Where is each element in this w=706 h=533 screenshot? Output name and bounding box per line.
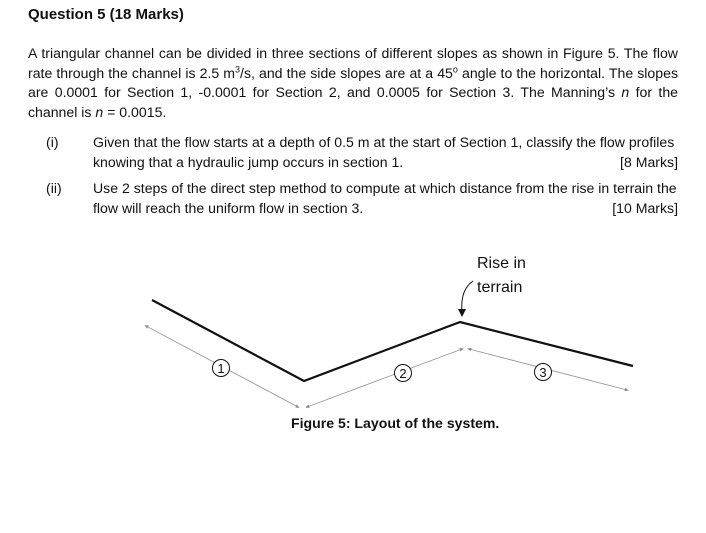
intro-sup-degree: o — [452, 63, 458, 74]
rise-label-line-2: terrain — [477, 279, 523, 296]
question-intro — [28, 44, 678, 122]
intro-text-4: for the channel is — [28, 84, 679, 120]
part-i — [28, 133, 678, 173]
part-text: Use 2 steps of the direct step method to compute at which distance from the rise in terrain the flow will reach the uniform flow in section 3. — [93, 180, 677, 216]
part-ii — [28, 179, 678, 219]
channel-layout-figure — [0, 240, 706, 420]
part-number: (i) — [46, 134, 59, 150]
rise-label-line-1: Rise in — [477, 255, 526, 272]
figure-caption: Figure 5: Layout of the system. — [291, 415, 500, 431]
rise-in-terrain-leader — [462, 281, 473, 312]
part-marks: [8 Marks] — [620, 154, 678, 171]
section-2-label: 2 — [399, 366, 407, 381]
section-1-label: 1 — [217, 361, 225, 376]
intro-manning-n-2: n — [95, 103, 104, 120]
section-2-marker — [395, 365, 412, 382]
section-2-dimension-arrow — [307, 349, 462, 407]
intro-text-1: A triangular channel can be divided in three sections of different slopes as shown in Figure 5. The flow rate through the channel is 2.5 m — [28, 45, 678, 81]
section-1-marker — [213, 360, 230, 377]
rise-in-terrain-arrowhead — [458, 309, 466, 317]
part-text: Given that the flow starts at a depth of 0.5 m at the start of Section 1, classify the flow profiles knowing that a hydraulic jump occurs in section 1. — [93, 134, 675, 170]
intro-manning-n-1: n — [621, 84, 630, 101]
part-number: (ii) — [46, 180, 62, 196]
intro-text-5: = 0.0015. — [103, 103, 167, 120]
section-3-label: 3 — [539, 365, 547, 380]
intro-text-3: angle to the horizontal. The slopes are 0.0001 for Section 1, -0.0001 for Section 2, and 0.0005 for Section 3. The Manning’s — [28, 64, 678, 101]
intro-sup-cubed: 3 — [235, 63, 241, 74]
section-3-marker — [535, 364, 552, 381]
question-heading: Question 5 (18 Marks) — [28, 6, 184, 23]
part-marks: [10 Marks] — [612, 200, 678, 217]
intro-text-2: /s, and the side slopes are at a 45 — [240, 64, 453, 81]
rise-in-terrain-annotation — [477, 252, 526, 300]
